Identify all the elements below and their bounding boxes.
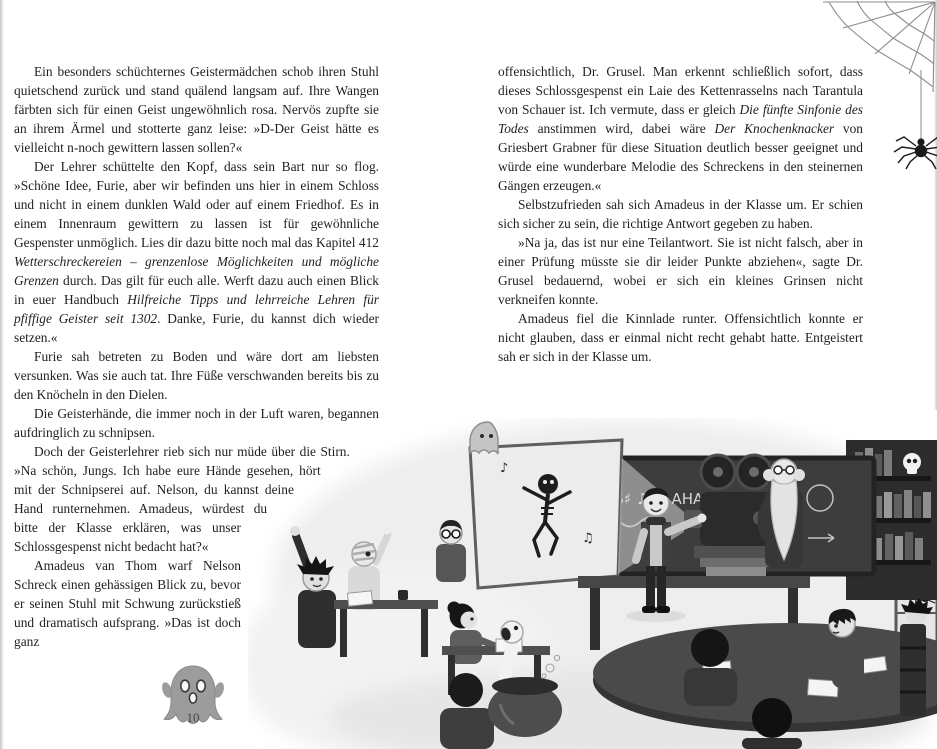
spider-icon [894,137,937,169]
text-run: Die Geisterhände, die immer noch in der Luft waren, begannen aufdringlich zu schnipsen. [14,406,379,440]
italic-text-run: Wetterschreckereien – grenzenlose Möglichkeiten und mögliche Grenzen [14,254,379,288]
chair-right [900,624,926,716]
paragraph [498,233,863,309]
page-number-ghost [158,662,228,740]
text-run: Furie sah betreten zu Boden und wäre dort am liebsten versunken. Was sie auch tat. Ihre Füße verschwanden bereits bis zu den Knöcheln in den Dielen. [14,349,379,402]
paragraph [14,347,379,404]
text-run: Doch der Geisterlehrer rieb sich nur müde über die Stirn. »Na schön, Jungs. Ich habe eure Hände gesehen, hört mit der Schnipserei auf. Nelson, du kannst deine Hand runternehmen. Amadeus, würdest du bitte der Klasse erklären, was unser Schlossgespenst nicht bedacht hat?« [14,444,350,554]
text-run: . Danke, Furie, du kannst dich wieder setzen.« [14,311,379,345]
paragraph [498,309,863,366]
page-number: 10 [186,710,200,725]
ghost-icon [158,662,228,740]
text-run: Ein besonders schüchternes Geistermädchen schob ihren Stuhl quietschend zurück und stand quälend langsam auf. Ihre Wangen färbten sich für einen Geist ungewöhnlich rosa. Nervös zupfte sie an ihrem Ärmel und stotterte ganz leise: »D-Der Geist hätte es vielleicht n-noch gewittern lassen sollen?« [14,64,379,155]
text-run: »Na ja, das ist nur eine Teilantwort. Sie ist nicht falsch, aber in einer Prüfung müsste sie dir leider Punkte abziehen«, sagte Dr. Grusel bedauernd, wobei er sich ein kleines Grinsen nicht verkneifen konnte. [498,235,863,307]
paragraph [498,62,863,195]
projection-screen [470,440,622,588]
classroom-illustration-svg [248,418,937,749]
page-edge-left [0,0,4,749]
text-run: anstimmen wird, dabei wäre [528,121,715,136]
text-run: von Griesbert Grabner für diese Situation deutlich besser geeignet und würde eine wunderbare Melodie des Schreckens in den steinernen Gängen erzeugen.« [498,121,863,193]
music-note-icon: ♫ [582,531,594,546]
corner-spiderweb [817,0,937,190]
italic-text-run: Die fünfte Sinfonie des Todes [498,102,864,136]
left-paragraphs-top [14,62,379,442]
student-glasses [436,520,466,582]
text-run: Selbstzufrieden sah sich Amadeus in der Klasse um. Er schien sich sicher zu sein, die richtige Antwort gegeben zu haben. [498,197,863,231]
paragraph [14,62,379,157]
classroom-illustration [248,418,937,749]
music-note-icon: ♪ [500,461,509,476]
text-run: Amadeus van Thom warf Nelson Schreck einen gehässigen Blick zu, bevor er seinen Stuhl mit Schwung zurückstieß und dramatisch aufsprang. »Das ist doch ganz [14,558,241,649]
text-run: offensichtlich, Dr. Grusel. Man erkennt schließlich sofort, dass dieses Schlossgespenst ein Laie des Kettenrasselns nach Tarantula von Schauer ist. Ich vermute, dass er gleich [498,64,863,117]
italic-text-run: Der Knochenknacker [714,121,835,136]
paragraph [498,195,863,233]
text-column-right [498,62,863,366]
paragraph [14,157,379,347]
screen-ghost-icon [470,422,498,454]
text-run: durch. Das gilt für euch alle. Werft dazu auch einen Blick in euer Handbuch [14,273,379,307]
text-run: Amadeus fiel die Kinnlade runter. Offensichtlich konnte er nicht glauben, dass er einmal nicht recht gehabt hatte. Entgeistert sah er sich in der Klasse um. [498,311,863,364]
italic-text-run: Hilfreiche Tipps und lehrreiche Lehren für pfiffige Geister seit 1302 [14,292,379,326]
teacher-figure [761,459,805,568]
spiderweb-icon [817,0,937,190]
text-run: Der Lehrer schüttelte den Kopf, dass sein Bart nur so flog. »Schöne Idee, Furie, aber wir befinden uns hier in einem Schloss und nicht in einem dunklen Wald oder auf einem Friedhof. Es in einem Innenraum gewittern zu lassen ist für gewöhnliche Gespenster unmöglich. Lies dir dazu bitte noch mal das Kapitel 412 [14,159,379,250]
